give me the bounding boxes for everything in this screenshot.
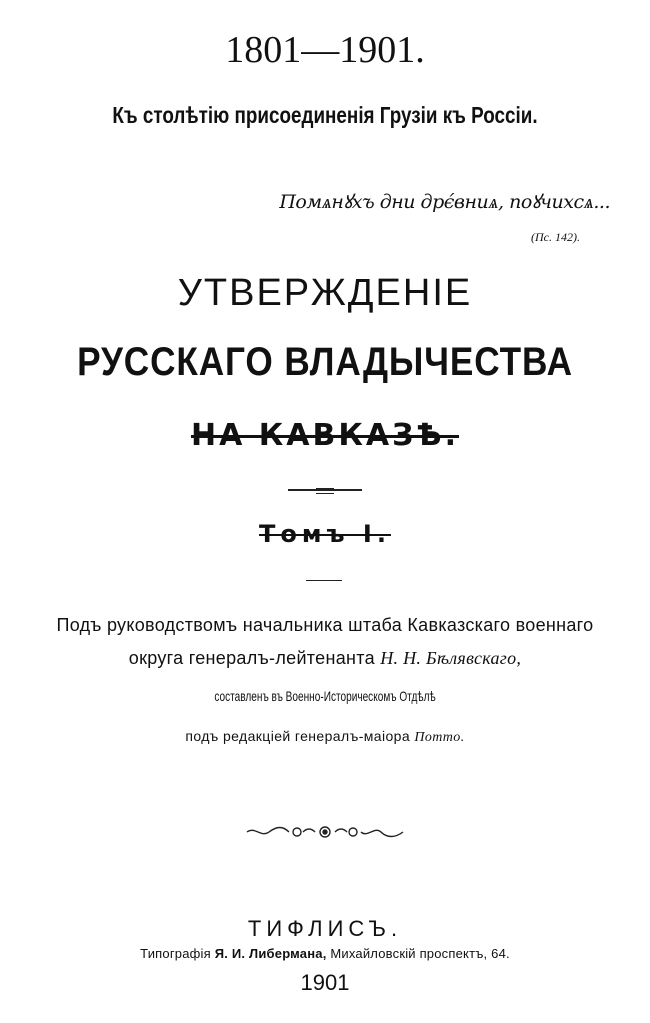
printer-name: Я. И. Либермана,: [214, 946, 327, 961]
credits-line-1: Подъ руководствомъ начальника штаба Кавказскаго военнаго: [56, 615, 594, 635]
imprint-city: ТИФЛИСЪ.: [247, 916, 403, 941]
title-line-3: НА КАВКАЗѢ.: [190, 418, 460, 453]
credits-line-2: [0, 648, 650, 669]
editor-name: Потто.: [414, 730, 465, 745]
credits-line-4-prefix: подъ редакціей генералъ-маіора: [185, 728, 411, 744]
centenary-subtitle: Къ столѣтію присоединенія Грузіи къ Россіи.: [112, 102, 538, 128]
years-heading: 1801—1901.: [225, 29, 425, 71]
divider-rule: [288, 489, 362, 491]
general-name: Н. Н. Бѣлявскаго,: [380, 648, 522, 668]
credits-line-2-prefix: округа генералъ-лейтенанта: [128, 648, 375, 668]
printer-prefix: Типографія: [140, 946, 211, 961]
epigraph-source: (Пс. 142).: [531, 230, 580, 244]
divider-ornament: [316, 488, 334, 494]
title-line-2: РУССКАГО ВЛАДЫЧЕСТВА: [77, 340, 573, 384]
imprint-printer: [0, 946, 650, 961]
imprint-year: 1901: [300, 970, 350, 995]
ornament-flourish: [245, 822, 405, 842]
title-line-1: УТВЕРЖДЕНІЕ: [177, 272, 473, 314]
epigraph-text: Помѧнꙋхъ дни дрє́вниѧ, поꙋчихсѧ...: [279, 191, 610, 213]
credits-line-4: [0, 728, 650, 746]
printer-address: Михайловскій проспектъ, 64.: [330, 946, 510, 961]
divider-rule-short: [306, 580, 342, 581]
credits-line-3: составленъ въ Военно-Историческомъ Отдѣлѣ: [214, 688, 436, 704]
volume-label: Томъ I.: [259, 520, 391, 548]
